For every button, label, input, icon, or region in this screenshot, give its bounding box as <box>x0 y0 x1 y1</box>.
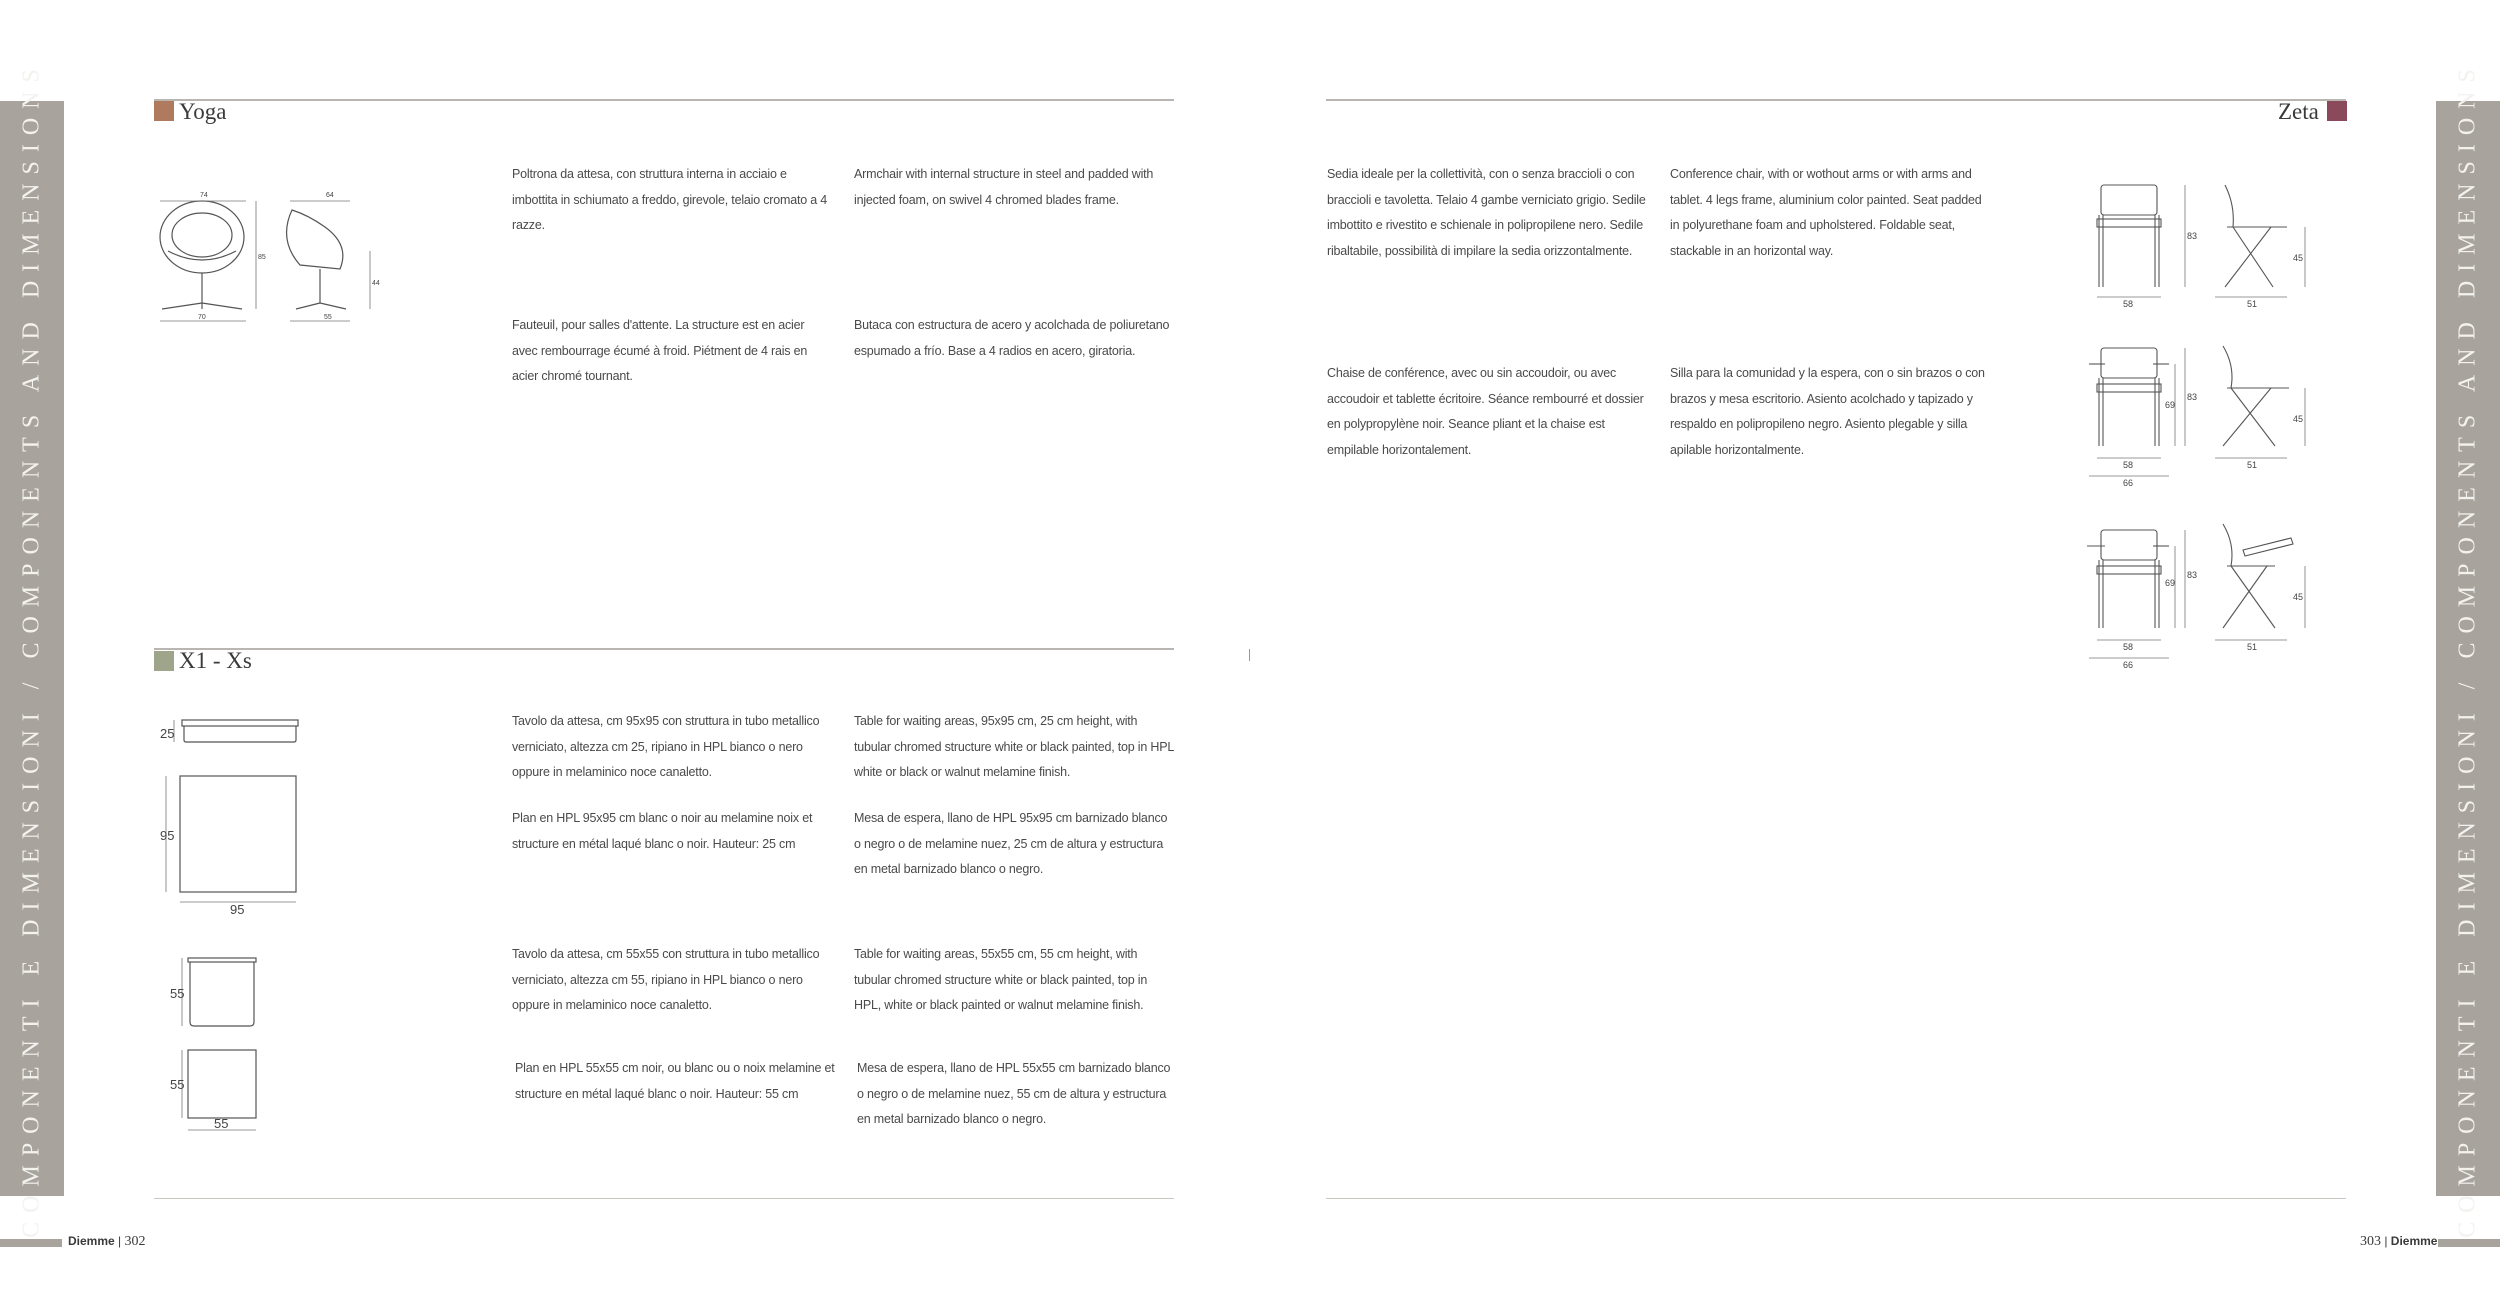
x1-small-dim-height: 55 <box>170 986 185 1001</box>
left-footer-bar <box>0 1239 62 1247</box>
x1-small-text-fr: Plan en HPL 55x55 cm noir, ou blanc ou o noix melamine et structure en métal laqué blanc o noir. Hauteur: 55 cm <box>515 1061 835 1101</box>
zeta-variant-3-drawing <box>2075 520 2315 670</box>
left-footer-brand: Diemme <box>68 1234 115 1248</box>
zeta-v2-depth: 51 <box>2247 460 2258 470</box>
yoga-dim-side-depth: 64 <box>326 192 334 199</box>
x1-large-text-it: Tavolo da attesa, cm 95x95 con struttura in tubo metallico verniciato, altezza cm 25, ripiano in HPL bianco o nero oppure in melaminico noce canaletto. <box>512 714 820 779</box>
x1-small-drawing <box>160 950 270 1135</box>
x1-large-dim-width: 95 <box>230 902 245 915</box>
zeta-v1-seat: 45 <box>2293 253 2304 263</box>
x1-large-text-fr: Plan en HPL 95x95 cm blanc o noir au melamine noix et structure en métal laqué blanc o noir. Hauteur: 25 cm <box>512 811 813 851</box>
zeta-v2-width: 58 <box>2123 460 2134 470</box>
zeta-v3-seat: 45 <box>2293 592 2304 602</box>
zeta-text-en: Conference chair, with or wothout arms or with arms and tablet. 4 legs frame, aluminium color painted. Seat padded in polyurethane foam and upholstered. Foldable seat, stackable in an horizontal way. <box>1670 167 1982 258</box>
yoga-text-en: Armchair with internal structure in steel and padded with injected foam, on swivel 4 chromed blades frame. <box>854 167 1154 207</box>
zeta-v1-depth: 51 <box>2247 299 2258 309</box>
yoga-text-it: Poltrona da attesa, con struttura interna in acciaio e imbottita in schiumato a freddo, girevole, telaio cromato a 4 razze. <box>512 167 828 232</box>
zeta-color-swatch <box>2327 101 2347 121</box>
yoga-dim-seat-height: 44 <box>372 280 380 287</box>
left-footer: Diemme | 302 <box>68 1234 146 1249</box>
zeta-v3-height: 83 <box>2187 570 2198 580</box>
left-bottom-rule <box>154 1198 1174 1199</box>
x1-color-swatch <box>154 651 174 671</box>
right-page-number: 303 <box>2360 1234 2381 1249</box>
zeta-v3-depth: 51 <box>2247 642 2258 652</box>
yoga-text-fr: Fauteuil, pour salles d'attente. La structure est en acier avec rembourrage écumé à froid. Piétment de 4 rais en acier chromé tournant. <box>512 318 808 383</box>
x1-small-text-es: Mesa de espera, llano de HPL 55x55 cm barnizado blanco o negro o de melamine nuez, 55 cm de altura y estructura en metal barnizado blanco o negro. <box>857 1061 1171 1126</box>
left-page-number: 302 <box>124 1234 146 1249</box>
zeta-variant-2-drawing <box>2075 338 2315 488</box>
right-footer-bar <box>2438 1239 2500 1247</box>
x1-large-text-es: Mesa de espera, llano de HPL 95x95 cm barnizado blanco o negro o de melamine nuez, 25 cm de altura y estructura en metal barnizado blanco o negro. <box>854 811 1168 876</box>
zeta-title: Zeta <box>2278 99 2319 124</box>
right-footer: 303 | Diemme <box>2360 1234 2438 1249</box>
zeta-v1-height: 83 <box>2187 231 2198 241</box>
zeta-v2-arm: 69 <box>2165 400 2176 410</box>
zeta-v2-outer: 66 <box>2123 478 2134 488</box>
yoga-dim-front-width: 74 <box>200 192 208 199</box>
yoga-dim-height: 85 <box>258 254 266 261</box>
x1-small-text-it: Tavolo da attesa, cm 55x55 con struttura in tubo metallico verniciato, altezza cm 55, ripiano in HPL bianco o nero oppure in melaminico noce canaletto. <box>512 947 820 1012</box>
yoga-dim-base-width: 70 <box>198 314 206 321</box>
left-sidebar <box>0 59 64 1238</box>
x1-large-dim-depth: 95 <box>160 828 175 843</box>
sidebar-title: COMPONENTI E DIMENSIONI / COMPONENTS AND DIMENSIONS <box>18 59 45 1238</box>
yoga-text-es: Butaca con estructura de acero y acolchada de poliuretano espumado a frío. Base a 4 radios en acero, giratoria. <box>854 318 1170 358</box>
yoga-drawing <box>150 185 400 330</box>
zeta-v2-seat: 45 <box>2293 414 2304 424</box>
zeta-v3-arm: 69 <box>2165 578 2176 588</box>
zeta-v2-height: 83 <box>2187 392 2198 402</box>
zeta-variant-1-drawing <box>2075 175 2315 310</box>
zeta-text-it: Sedia ideale per la collettività, con o senza braccioli o con braccioli e tavoletta. Telaio 4 gambe verniciato grigio. Sedile imbottito e rivestito e schienale in polipropilene nero. Sedile ribaltabile, possibilità di impilare la sedia orizzontalmente. <box>1327 167 1646 258</box>
x1-small-text-en: Table for waiting areas, 55x55 cm, 55 cm height, with tubular chromed structure white or black painted, top in HPL, white or black painted or walnut melamine finish. <box>854 947 1148 1012</box>
x1-large-drawing <box>150 710 310 915</box>
yoga-title: Yoga <box>179 99 227 124</box>
yoga-color-swatch <box>154 101 174 121</box>
zeta-v3-width: 58 <box>2123 642 2134 652</box>
zeta-v3-outer: 66 <box>2123 660 2134 670</box>
right-footer-brand: Diemme <box>2390 1234 2438 1248</box>
right-bottom-rule <box>1326 1198 2346 1199</box>
x1-large-dim-height: 25 <box>160 726 175 741</box>
x1-small-dim-width: 55 <box>214 1116 229 1131</box>
x1-title: X1 - Xs <box>179 648 252 673</box>
sidebar-title: COMPONENTI E DIMENSIONI / COMPONENTS AND DIMENSIONS <box>2454 59 2481 1238</box>
zeta-text-fr: Chaise de conférence, avec ou sin accoudoir, ou avec accoudoir et tablette écritoire. Séance rembourré et dossier en polypropylène noir. Seance pliant et la chaise est empilable horizontalement. <box>1327 366 1644 457</box>
zeta-text-es: Silla para la comunidad y la espera, con o sin brazos o con brazos y mesa escritorio. Asiento acolchado y tapizado y respaldo en polipropileno negro. Asiento plegable y silla apilable horizontalmente. <box>1670 366 1985 457</box>
zeta-rule <box>1326 99 2346 101</box>
x1-small-dim-depth: 55 <box>170 1077 185 1092</box>
yoga-dim-base-depth: 55 <box>324 314 332 321</box>
right-sidebar <box>2436 59 2500 1238</box>
x1-large-text-en: Table for waiting areas, 95x95 cm, 25 cm height, with tubular chromed structure white or black painted, top in HPL white or black or walnut melamine finish. <box>854 714 1174 779</box>
x1-rule <box>154 648 1174 650</box>
zeta-v1-width: 58 <box>2123 299 2134 309</box>
yoga-rule <box>154 99 1174 101</box>
gutter-mark <box>1249 649 1250 661</box>
